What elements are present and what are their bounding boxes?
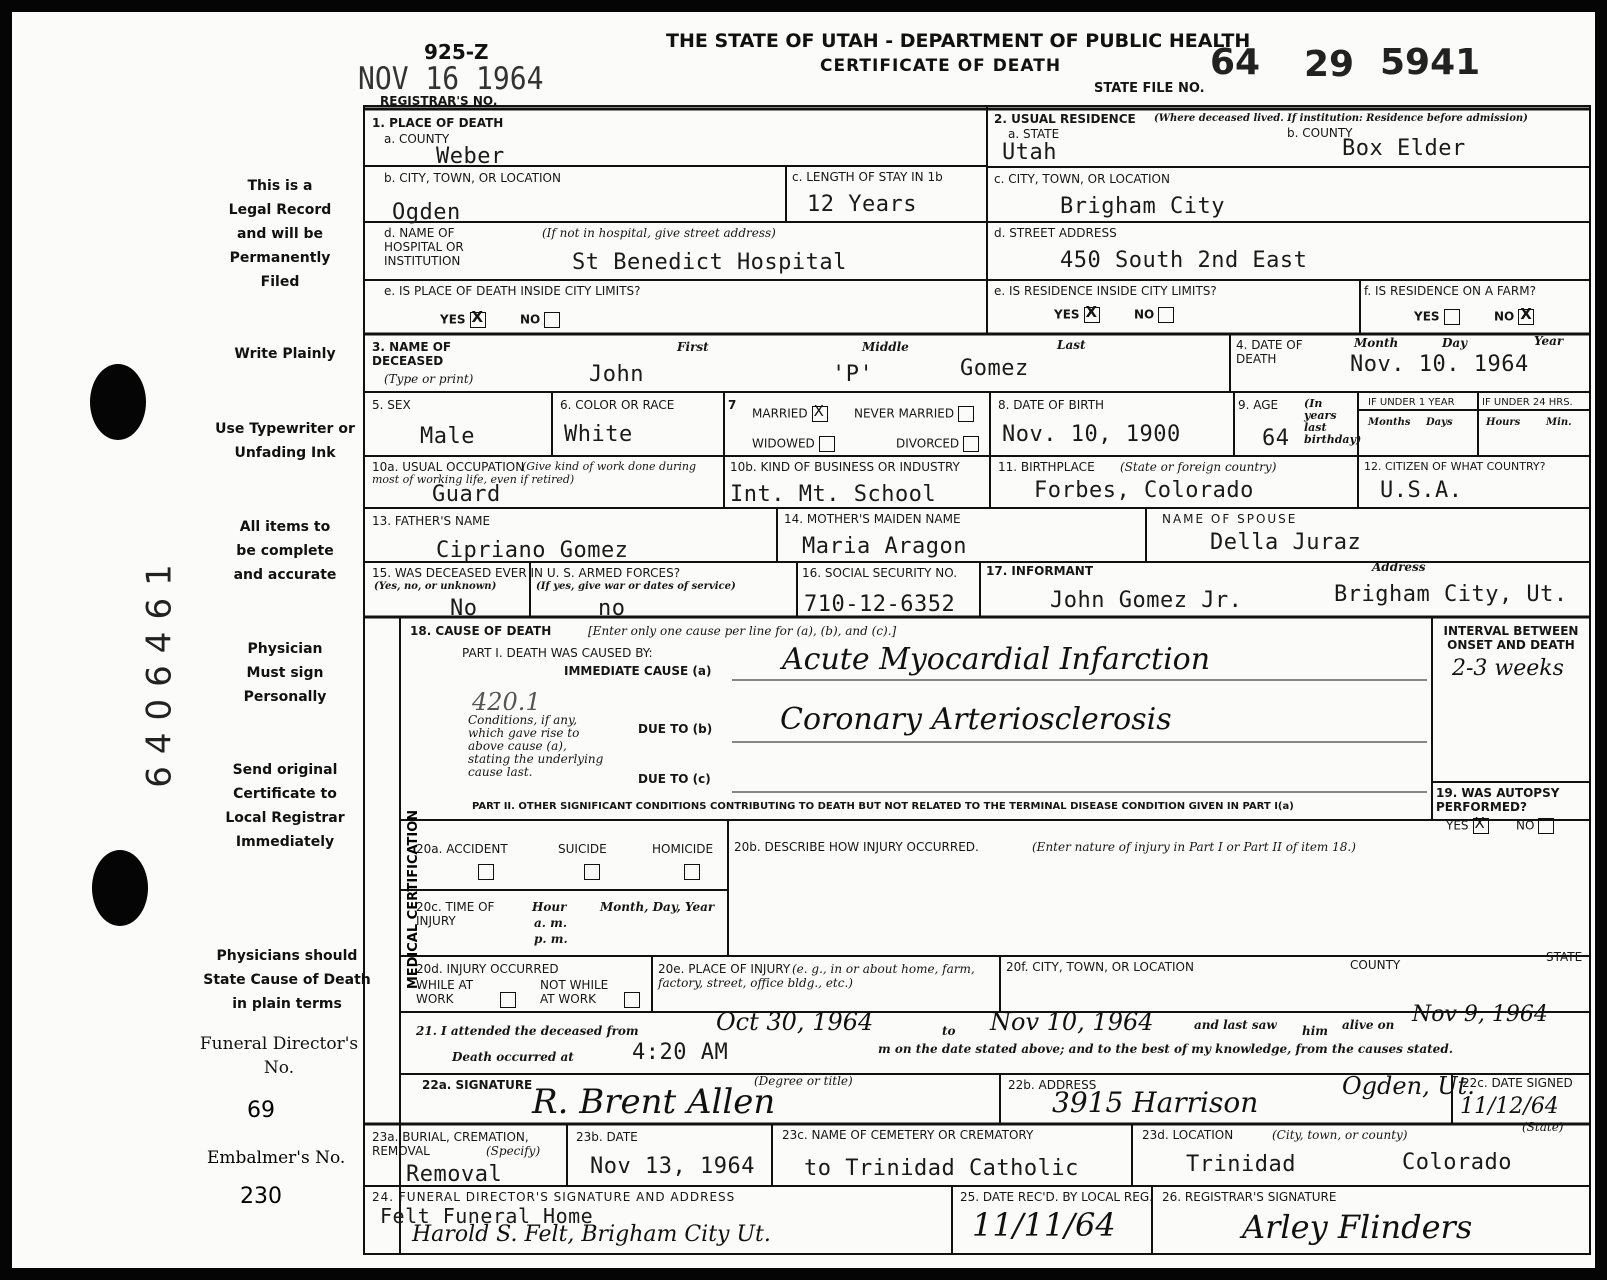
first-label: First: [677, 340, 709, 354]
inside-city-label: e. IS PLACE OF DEATH INSIDE CITY LIMITS?: [384, 284, 641, 298]
homicide-label: HOMICIDE: [652, 842, 714, 856]
armed-forces-label: 15. WAS DECEASED EVER IN U. S. ARMED FORCES?: [372, 566, 681, 580]
certificate-title: CERTIFICATE OF DEATH: [820, 56, 1062, 76]
sex-label: 5. SEX: [372, 398, 411, 412]
physician-signature[interactable]: R. Brent Allen: [532, 1082, 776, 1122]
stay-label: c. LENGTH OF STAY IN 1b: [792, 170, 943, 184]
death-city[interactable]: Ogden: [392, 200, 461, 225]
burial-type[interactable]: Removal: [406, 1162, 503, 1187]
hospital-label: d. NAME OF HOSPITAL OR INSTITUTION: [384, 226, 464, 268]
informant-address[interactable]: Brigham City, Ut.: [1334, 582, 1568, 607]
inside-city-yes[interactable]: YESX: [440, 312, 486, 328]
funeral-director-signature[interactable]: Harold S. Felt, Brigham City Ut.: [412, 1222, 771, 1247]
burial-date[interactable]: Nov 13, 1964: [590, 1154, 755, 1179]
describe-label: 20b. DESCRIBE HOW INJURY OCCURRED.: [734, 840, 979, 854]
state-file-number-c: 5941: [1380, 42, 1481, 83]
informant-address-label: Address: [1372, 560, 1426, 574]
last-label: Last: [1057, 338, 1086, 352]
interval[interactable]: 2-3 weeks: [1452, 656, 1564, 681]
last-name[interactable]: Gomez: [960, 356, 1029, 381]
birthplace-label: 11. BIRTHPLACE: [998, 460, 1095, 474]
war-service[interactable]: no: [598, 596, 626, 621]
informant-label: 17. INFORMANT: [986, 564, 1094, 578]
death-occurred-label: Death occurred at: [452, 1050, 574, 1064]
farm-no[interactable]: NOX: [1494, 309, 1534, 325]
autopsy-yes[interactable]: YESX: [1446, 818, 1489, 834]
physician-city[interactable]: Ogden, Ut.: [1342, 1072, 1475, 1100]
interval-label: INTERVAL BETWEEN ONSET AND DEATH: [1443, 624, 1579, 652]
ssn-label: 16. SOCIAL SECURITY NO.: [802, 566, 958, 580]
medical-certification-label: MEDICAL CERTIFICATION: [406, 809, 422, 990]
last-saw-label: and last saw: [1194, 1018, 1277, 1032]
am-label: a. m.: [534, 916, 568, 930]
suicide-checkbox[interactable]: [584, 864, 600, 880]
widowed-option[interactable]: WIDOWED: [752, 436, 835, 452]
checkbox-checked[interactable]: [1473, 818, 1489, 834]
state-file-number-b: 29: [1304, 44, 1355, 85]
age-label: 9. AGE: [1238, 398, 1279, 412]
side-note-write: Write Plainly: [234, 346, 336, 362]
married-option[interactable]: MARRIEDX: [752, 406, 828, 422]
place-injury-label: 20e. PLACE OF INJURY: [658, 962, 791, 976]
race-label: 6. COLOR OR RACE: [560, 398, 675, 412]
checkbox-checked[interactable]: [470, 312, 486, 328]
months-label: Months: [1368, 417, 1411, 428]
state-label: a. STATE: [1008, 127, 1060, 141]
checkbox-checked[interactable]: [812, 406, 828, 422]
residence-state[interactable]: Utah: [1002, 140, 1057, 165]
side-note-send: Send original Certificate to Local Registrar Immediately: [225, 762, 345, 850]
part2-label: PART II. OTHER SIGNIFICANT CONDITIONS CONTRIBUTING TO DEATH BUT NOT RELATED TO THE TERMINAL DISEASE CONDITION GIVEN IN PART I(a): [472, 801, 1294, 812]
checkbox[interactable]: [1538, 818, 1554, 834]
divorced-option[interactable]: DIVORCED: [896, 436, 979, 452]
injury-state-label: STATE: [1546, 950, 1583, 964]
side-note-physician: Physician Must sign Personally: [243, 641, 327, 705]
injury-city-label: 20f. CITY, TOWN, OR LOCATION: [1006, 960, 1194, 974]
funeral-home[interactable]: Felt Funeral Home: [380, 1204, 594, 1228]
occupation[interactable]: Guard: [432, 482, 501, 507]
due-to-c-label: DUE TO (c): [638, 772, 711, 786]
suicide-label: SUICIDE: [558, 842, 607, 856]
funeral-director-no: 69: [247, 1098, 275, 1123]
describe-note: (Enter nature of injury in Part I or Part II of item 18.): [1032, 840, 1356, 854]
hours-label: Hours: [1486, 417, 1521, 428]
pm-label: p. m.: [534, 932, 568, 946]
death-county[interactable]: Weber: [436, 144, 505, 169]
date-signed[interactable]: 11/12/64: [1460, 1094, 1559, 1119]
length-of-stay[interactable]: 12 Years: [807, 192, 917, 217]
birth-date[interactable]: Nov. 10, 1900: [1002, 422, 1181, 447]
birth-date-label: 8. DATE OF BIRTH: [998, 398, 1105, 412]
serial-number: 6406461: [139, 552, 180, 788]
immediate-label: IMMEDIATE CAUSE (a): [564, 664, 712, 678]
place-of-death-label: 1. PLACE OF DEATH: [372, 116, 504, 130]
under-24-label: IF UNDER 24 HRS.: [1482, 397, 1573, 408]
occurred-label: 20d. INJURY OCCURRED: [416, 962, 559, 976]
conditions-note: Conditions, if any, which gave rise to above cause (a), stating the underlying cause last.: [468, 713, 604, 779]
location-note: (City, town, or county): [1272, 1128, 1408, 1142]
funeral-director-no-label: Funeral Director's No.: [199, 1034, 359, 1078]
city-label: b. CITY, TOWN, OR LOCATION: [384, 171, 561, 185]
time-label: 20c. TIME OF INJURY: [416, 900, 495, 928]
age-note: (In years last birthday): [1304, 397, 1362, 446]
checkbox[interactable]: [1158, 307, 1174, 323]
mdy-label: Month, Day, Year: [600, 900, 715, 914]
diagnosis-code: 420.1: [472, 688, 541, 716]
birthplace[interactable]: Forbes, Colorado: [1034, 478, 1254, 503]
immediate-cause[interactable]: Acute Myocardial Infarction: [782, 642, 1211, 677]
residence-label: 2. USUAL RESIDENCE: [994, 112, 1136, 126]
date-received[interactable]: 11/11/64: [972, 1206, 1116, 1244]
autopsy-no[interactable]: NO: [1516, 818, 1554, 834]
due-to-b-label: DUE TO (b): [638, 722, 713, 736]
knowledge-label: m on the date stated above; and to the best of my knowledge, from the causes stated.: [878, 1042, 1453, 1056]
side-note-typewriter: Use Typewriter or Unfading Ink: [215, 421, 355, 461]
under-1-year-label: IF UNDER 1 YEAR: [1368, 397, 1455, 408]
res-inside-yes[interactable]: YESX: [1054, 307, 1100, 323]
age[interactable]: 64: [1262, 426, 1290, 451]
checkbox[interactable]: [500, 992, 516, 1008]
not-while-at-work[interactable]: NOT WHILE AT WORK: [540, 978, 640, 1008]
state-file-label: STATE FILE NO.: [1094, 81, 1205, 96]
burial-specify: (Specify): [486, 1144, 541, 1158]
state-note: (State): [1522, 1120, 1564, 1134]
physician-address[interactable]: 3915 Harrison: [1052, 1086, 1259, 1119]
accident-label: 20a. ACCIDENT: [416, 842, 508, 856]
father-label: 13. FATHER'S NAME: [372, 514, 491, 528]
days-label: Days: [1426, 417, 1453, 428]
to-label: to: [942, 1024, 956, 1038]
embalmer-no: 230: [240, 1184, 282, 1209]
name-sub: (Type or print): [384, 372, 474, 386]
occupation-label: 10a. USUAL OCCUPATION: [372, 460, 525, 474]
first-name[interactable]: John: [589, 362, 644, 387]
res-inside-label: e. IS RESIDENCE INSIDE CITY LIMITS?: [994, 284, 1217, 298]
physician-address-label: 22b. ADDRESS: [1008, 1078, 1097, 1092]
hospital-note: (If not in hospital, give street address): [542, 226, 776, 240]
birthplace-note: (State or foreign country): [1120, 460, 1277, 474]
res-city-label: c. CITY, TOWN, OR LOCATION: [994, 172, 1170, 186]
registrar-no-label: REGISTRAR'S NO.: [380, 94, 498, 108]
form-number: 925-Z: [424, 40, 489, 64]
checkbox[interactable]: [624, 992, 640, 1008]
him-label: him: [1302, 1024, 1328, 1038]
middle-name[interactable]: 'P': [832, 362, 874, 387]
farm-yes[interactable]: YES: [1414, 309, 1460, 325]
checkbox[interactable]: [1444, 309, 1460, 325]
checkbox[interactable]: [958, 406, 974, 422]
death-certificate-page: [12, 12, 1595, 1268]
name-label: 3. NAME OF DECEASED: [372, 340, 452, 368]
alive-date[interactable]: Nov 9, 1964: [1412, 1002, 1548, 1027]
mother-name[interactable]: Maria Aragon: [802, 534, 967, 559]
funeral-director-label: 24. FUNERAL DIRECTOR'S SIGNATURE AND ADDRESS: [372, 1190, 736, 1204]
armed-note-1: (Yes, no, or unknown): [374, 581, 497, 592]
autopsy-label: 19. WAS AUTOPSY PERFORMED?: [1436, 786, 1560, 814]
attended-from[interactable]: Oct 30, 1964: [716, 1008, 874, 1036]
residence-county[interactable]: Box Elder: [1342, 136, 1466, 161]
min-label: Min.: [1546, 417, 1572, 428]
side-note-legal: This is a Legal Record and will be Permanently Filed: [228, 178, 332, 290]
res-county-label: b. COUNTY: [1287, 126, 1353, 140]
armed-note-2: (If yes, give war or dates of service): [536, 581, 736, 592]
res-inside-no[interactable]: NO: [1134, 307, 1174, 323]
hour-label: Hour: [532, 900, 567, 914]
citizen[interactable]: U.S.A.: [1380, 478, 1463, 503]
hospital-name[interactable]: St Benedict Hospital: [572, 250, 847, 275]
father-name[interactable]: Cipriano Gomez: [436, 538, 629, 563]
armed-forces[interactable]: No: [450, 596, 478, 621]
injury-county-label: COUNTY: [1350, 958, 1401, 972]
side-note-items: All items to be complete and accurate: [233, 519, 337, 583]
part1-label: PART I. DEATH WAS CAUSED BY:: [462, 646, 653, 660]
never-married-option[interactable]: NEVER MARRIED: [854, 406, 974, 422]
burial-city[interactable]: Trinidad: [1186, 1152, 1296, 1177]
business[interactable]: Int. Mt. School: [730, 482, 937, 507]
residence-note: (Where deceased lived. If institution: Residence before admission): [1154, 113, 1528, 124]
residence-city[interactable]: Brigham City: [1060, 194, 1225, 219]
date-received-label: 25. DATE REC'D. BY LOCAL REG.: [960, 1190, 1153, 1204]
occupation-note: (Give kind of work done during most of working life, even if retired): [372, 460, 697, 486]
checkbox[interactable]: [963, 436, 979, 452]
street-label: d. STREET ADDRESS: [994, 226, 1117, 240]
checkbox[interactable]: [544, 312, 560, 328]
signature-label: 22a. SIGNATURE: [422, 1078, 533, 1092]
residence-street[interactable]: 450 South 2nd East: [1060, 248, 1308, 273]
sex[interactable]: Male: [420, 424, 475, 449]
burial-date-label: 23b. DATE: [576, 1130, 638, 1144]
location-label: 23d. LOCATION: [1142, 1128, 1234, 1142]
death-date[interactable]: Nov. 10. 1964: [1350, 352, 1529, 377]
state-file-number-a: 64: [1210, 42, 1261, 83]
burial-label: 23a. BURIAL, CREMATION, REMOVAL: [372, 1130, 529, 1158]
checkbox-checked[interactable]: [1518, 309, 1534, 325]
place-injury-note: (e. g., in or about home, farm, factory, street, office bldg., etc.): [658, 962, 975, 990]
side-note-cause: Physicians should State Cause of Death in plain terms: [203, 948, 371, 1012]
attended-label: 21. I attended the deceased from: [416, 1024, 639, 1038]
registrar-signature-label: 26. REGISTRAR'S SIGNATURE: [1162, 1190, 1337, 1204]
checkbox[interactable]: [819, 436, 835, 452]
day-label: Day: [1442, 336, 1468, 350]
citizen-label: 12. CITIZEN OF WHAT COUNTRY?: [1364, 460, 1546, 473]
accident-checkbox[interactable]: [478, 864, 494, 880]
business-label: 10b. KIND OF BUSINESS OR INDUSTRY: [730, 460, 960, 474]
inside-city-no[interactable]: NO: [520, 312, 560, 328]
spouse-name[interactable]: Della Juraz: [1210, 530, 1362, 555]
homicide-checkbox[interactable]: [684, 864, 700, 880]
spouse-label: NAME OF SPOUSE: [1162, 512, 1298, 526]
cause-note: [Enter only one cause per line for (a), (b), and (c).]: [588, 624, 897, 638]
farm-label: f. IS RESIDENCE ON A FARM?: [1364, 284, 1536, 298]
month-label: Month: [1354, 336, 1399, 350]
embalmer-no-label: Embalmer's No.: [207, 1148, 346, 1168]
cause-label: 18. CAUSE OF DEATH: [410, 624, 552, 638]
while-at-work[interactable]: WHILE AT WORK: [416, 978, 516, 1008]
date-signed-label: 22c. DATE SIGNED: [1462, 1076, 1573, 1090]
county-label: a. COUNTY: [384, 132, 450, 146]
informant-name[interactable]: John Gomez Jr.: [1050, 588, 1243, 613]
death-time[interactable]: 4:20 AM: [632, 1040, 729, 1065]
state-title: THE STATE OF UTAH - DEPARTMENT OF PUBLIC HEALTH: [666, 30, 1251, 52]
cemetery-label: 23c. NAME OF CEMETERY OR CREMATORY: [782, 1128, 1034, 1142]
death-date-label: 4. DATE OF DEATH: [1236, 338, 1303, 366]
receipt-stamp: NOV 16 1964: [358, 60, 544, 97]
year-label: Year: [1534, 334, 1564, 348]
burial-state[interactable]: Colorado: [1402, 1150, 1512, 1175]
degree-label: (Degree or title): [754, 1074, 853, 1088]
mother-label: 14. MOTHER'S MAIDEN NAME: [784, 512, 961, 526]
race[interactable]: White: [564, 422, 633, 447]
due-to-b[interactable]: Coronary Arteriosclerosis: [780, 702, 1172, 737]
checkbox-checked[interactable]: [1084, 307, 1100, 323]
ssn[interactable]: 710-12-6352: [804, 592, 956, 617]
middle-label: Middle: [862, 340, 909, 354]
registrar-signature[interactable]: Arley Flinders: [1242, 1208, 1473, 1246]
attended-to[interactable]: Nov 10, 1964: [990, 1008, 1154, 1036]
marital-label: 7: [728, 398, 737, 412]
cemetery[interactable]: to Trinidad Catholic: [804, 1156, 1079, 1181]
alive-on-label: alive on: [1342, 1018, 1395, 1032]
